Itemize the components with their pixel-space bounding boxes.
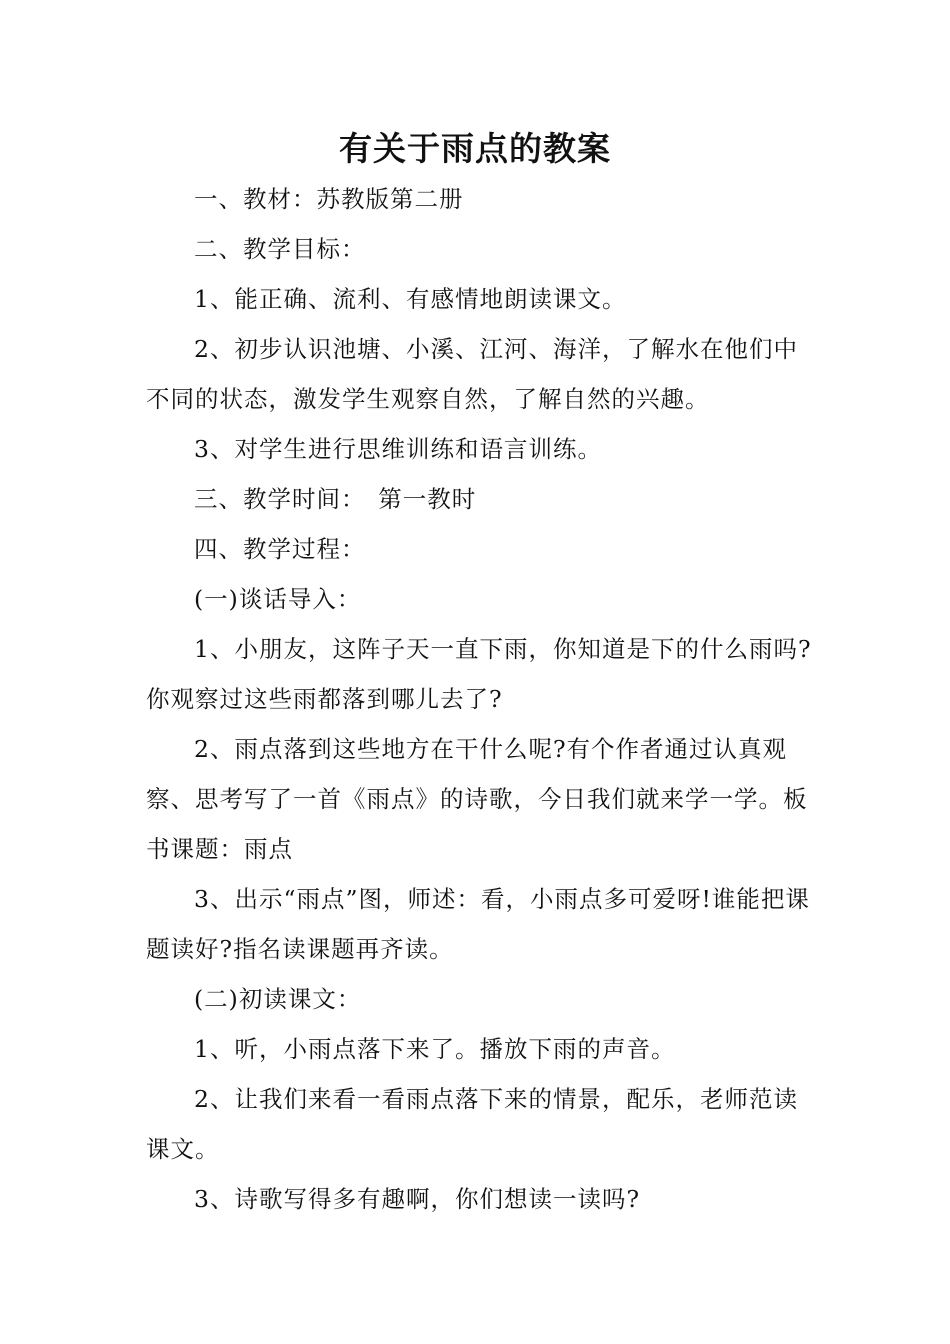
paragraph-reading-3: 3、诗歌写得多有趣啊，你们想读一读吗? <box>194 1185 641 1213</box>
paragraph-intro-3: 3、出示“雨点”图，师述：看，小雨点多可爱呀!谁能把课题读好?指名读课题再齐读。 <box>146 885 810 963</box>
paragraph-section-1-heading: (一)谈话导入： <box>194 585 362 613</box>
document-title: 有关于雨点的教案 <box>339 129 611 168</box>
paragraph-goal-2: 2、初步认识池塘、小溪、江河、海洋，了解水在他们中不同的状态，激发学生观察自然，了解自然的兴趣。 <box>146 335 798 413</box>
paragraph-goal-1: 1、能正确、流利、有感情地朗读课文。 <box>194 285 627 313</box>
paragraph-goal-3: 3、对学生进行思维训练和语言训练。 <box>194 435 602 463</box>
paragraph-section-2-heading: (二)初读课文： <box>194 985 362 1013</box>
paragraph-goals-heading: 二、教学目标： <box>194 235 366 263</box>
paragraph-time: 三、教学时间： 第一教时 <box>194 485 477 513</box>
paragraph-textbook: 一、教材：苏教版第二册 <box>194 185 464 213</box>
paragraph-process-heading: 四、教学过程： <box>194 535 366 563</box>
paragraph-intro-1: 1、小朋友，这阵子天一直下雨，你知道是下的什么雨吗?你观察过这些雨都落到哪儿去了? <box>146 635 812 713</box>
paragraph-intro-2: 2、雨点落到这些地方在干什么呢?有个作者通过认真观察、思考写了一首《雨点》的诗歌，今日我们就来学一学。板书课题：雨点 <box>146 735 808 863</box>
paragraph-reading-1: 1、听，小雨点落下来了。播放下雨的声音。 <box>194 1035 676 1063</box>
paragraph-reading-2: 2、让我们来看一看雨点落下来的情景，配乐，老师范读课文。 <box>146 1085 798 1163</box>
